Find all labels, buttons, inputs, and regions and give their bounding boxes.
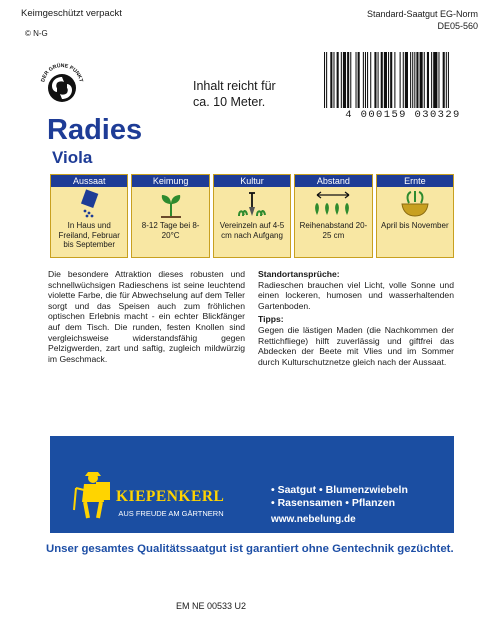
barcode-number: 4 000159 030329 [345, 109, 461, 121]
barcode-bar [337, 52, 339, 108]
norm-line: Standard-Saatgut EG-Norm [366, 9, 478, 19]
barcode [322, 52, 484, 108]
product-description: Die besondere Attraktion dieses robusten und schnellwüchsigen Radieschens ist seine leuchtend violette Farbe, die für Abwechselung auf dem Teller sorgt und das Speisen auch zum fröhlichen optischen Erlebnis macht - ein echter Blickfänger auf dem Tisch. Die runden, festen Knollen sind vergleichsweise widerstandsfähig gegen Pelzigwerden, zart und saftig, zugleich mildwürzig im Geschmack. [48, 269, 245, 364]
icon-header: Abstand [295, 175, 371, 187]
growing-info [258, 269, 454, 367]
barcode-bar [448, 52, 449, 108]
product-title: Radies [47, 114, 143, 146]
product-code: EM NE 00533 U2 [176, 601, 247, 611]
brand-name: KIEPENKERL [116, 488, 225, 505]
coverage-line-2: ca. 10 Meter. [193, 95, 266, 109]
icon-box-sowing [50, 174, 128, 258]
gmo-guarantee: Unser gesamtes Qualitätssaatgut ist garantiert ohne Gentechnik gezüchtet. [46, 543, 454, 555]
icon-text: In Haus und Freiland, Februar bis September [58, 221, 120, 249]
packaging-note: Keimgeschützt verpackt [21, 8, 122, 19]
barcode-bar [446, 52, 447, 108]
categories-line-2: • Rasensamen • Pflanzen [271, 497, 396, 509]
copyright-note: © N-G [25, 29, 48, 38]
barcode-bar [420, 52, 423, 108]
barcode-bar [433, 52, 437, 108]
icon-box-spacing [294, 174, 372, 258]
barcode-bar [358, 52, 360, 108]
spade-icon [214, 187, 290, 220]
barcode-bar [370, 52, 371, 108]
tips-text: Gegen die lästigen Maden (die Nachkommen der Rettichfliege) hilft zuverlässig und giftfrei das Abdecken der Beete mit Vlies und im Sommer durch Kulturschutznetze gleich nach der Aussaat. [258, 324, 454, 367]
norm-info [367, 8, 478, 32]
barcode-bar [363, 52, 364, 108]
barcode-bar [350, 52, 351, 108]
tips-heading: Tipps: [258, 314, 284, 325]
brand-slogan: AUS FREUDE AM GÄRTNERN [118, 509, 224, 518]
barcode-bar [400, 52, 401, 108]
barcode-bar [324, 52, 325, 108]
icon-header: Kultur [214, 175, 290, 187]
categories-line-1: • Saatgut • Blumenzwiebeln [271, 484, 408, 496]
icon-header: Ernte [377, 175, 453, 187]
coverage-info [193, 78, 323, 110]
website-link[interactable]: www.nebelung.de [271, 514, 356, 525]
barcode-bar [390, 52, 392, 108]
harvest-bowl-icon [377, 187, 453, 220]
barcode-bar [424, 52, 425, 108]
barcode-bar [378, 52, 379, 108]
barcode-bar [388, 52, 389, 108]
barcode-bar [356, 52, 357, 108]
barcode-bar [394, 52, 395, 108]
barcode-bar [416, 52, 418, 108]
icon-header: Aussaat [51, 175, 127, 187]
barcode-bar [381, 52, 383, 108]
icon-text: 8-12 Tage bei 8-20°C [141, 221, 200, 240]
seed-bag-icon [51, 187, 127, 220]
barcode-bar [405, 52, 408, 108]
product-variety: Viola [52, 148, 93, 167]
icon-box-culture [213, 174, 291, 258]
icon-box-germination [131, 174, 209, 258]
barcode-bar [365, 52, 366, 108]
icon-header: Keimung [132, 175, 208, 187]
barcode-bar [412, 52, 413, 108]
barcode-bar [347, 52, 349, 108]
icon-box-harvest [376, 174, 454, 258]
barcode-bar [410, 52, 411, 108]
location-heading: Standortansprüche: [258, 269, 340, 279]
barcode-bar [343, 52, 346, 108]
barcode-bar [443, 52, 445, 108]
icon-text: Vereinzeln auf 4-5 cm nach Aufgang [219, 221, 285, 240]
cultivation-icons [50, 174, 454, 258]
barcode-bar [330, 52, 332, 108]
icon-text: April bis November [381, 221, 449, 230]
coverage-line-1: Inhalt reicht für [193, 79, 276, 93]
barcode-bar [403, 52, 404, 108]
barcode-bar [431, 52, 432, 108]
barcode-bar [414, 52, 415, 108]
barcode-bar [374, 52, 376, 108]
barcode-bar [367, 52, 368, 108]
sprout-icon [132, 187, 208, 220]
barcode-bar [427, 52, 429, 108]
barcode-bar [384, 52, 387, 108]
green-dot-logo [34, 55, 90, 111]
icon-text: Reihenabstand 20-25 cm [299, 221, 368, 240]
norm-code: DE05-560 [437, 21, 478, 31]
barcode-bar [341, 52, 342, 108]
location-text: Radieschen brauchen viel Licht, volle Sonne und einen lockeren, humosen und wasserhaltenden Gartenboden. [258, 279, 454, 311]
barcode-bar [438, 52, 439, 108]
green-dot-text: DER GRÜNE PUNKT [40, 62, 84, 83]
barcode-bar [326, 52, 327, 108]
spacing-icon [295, 187, 371, 220]
product-categories [271, 484, 408, 510]
barcode-bar [333, 52, 334, 108]
